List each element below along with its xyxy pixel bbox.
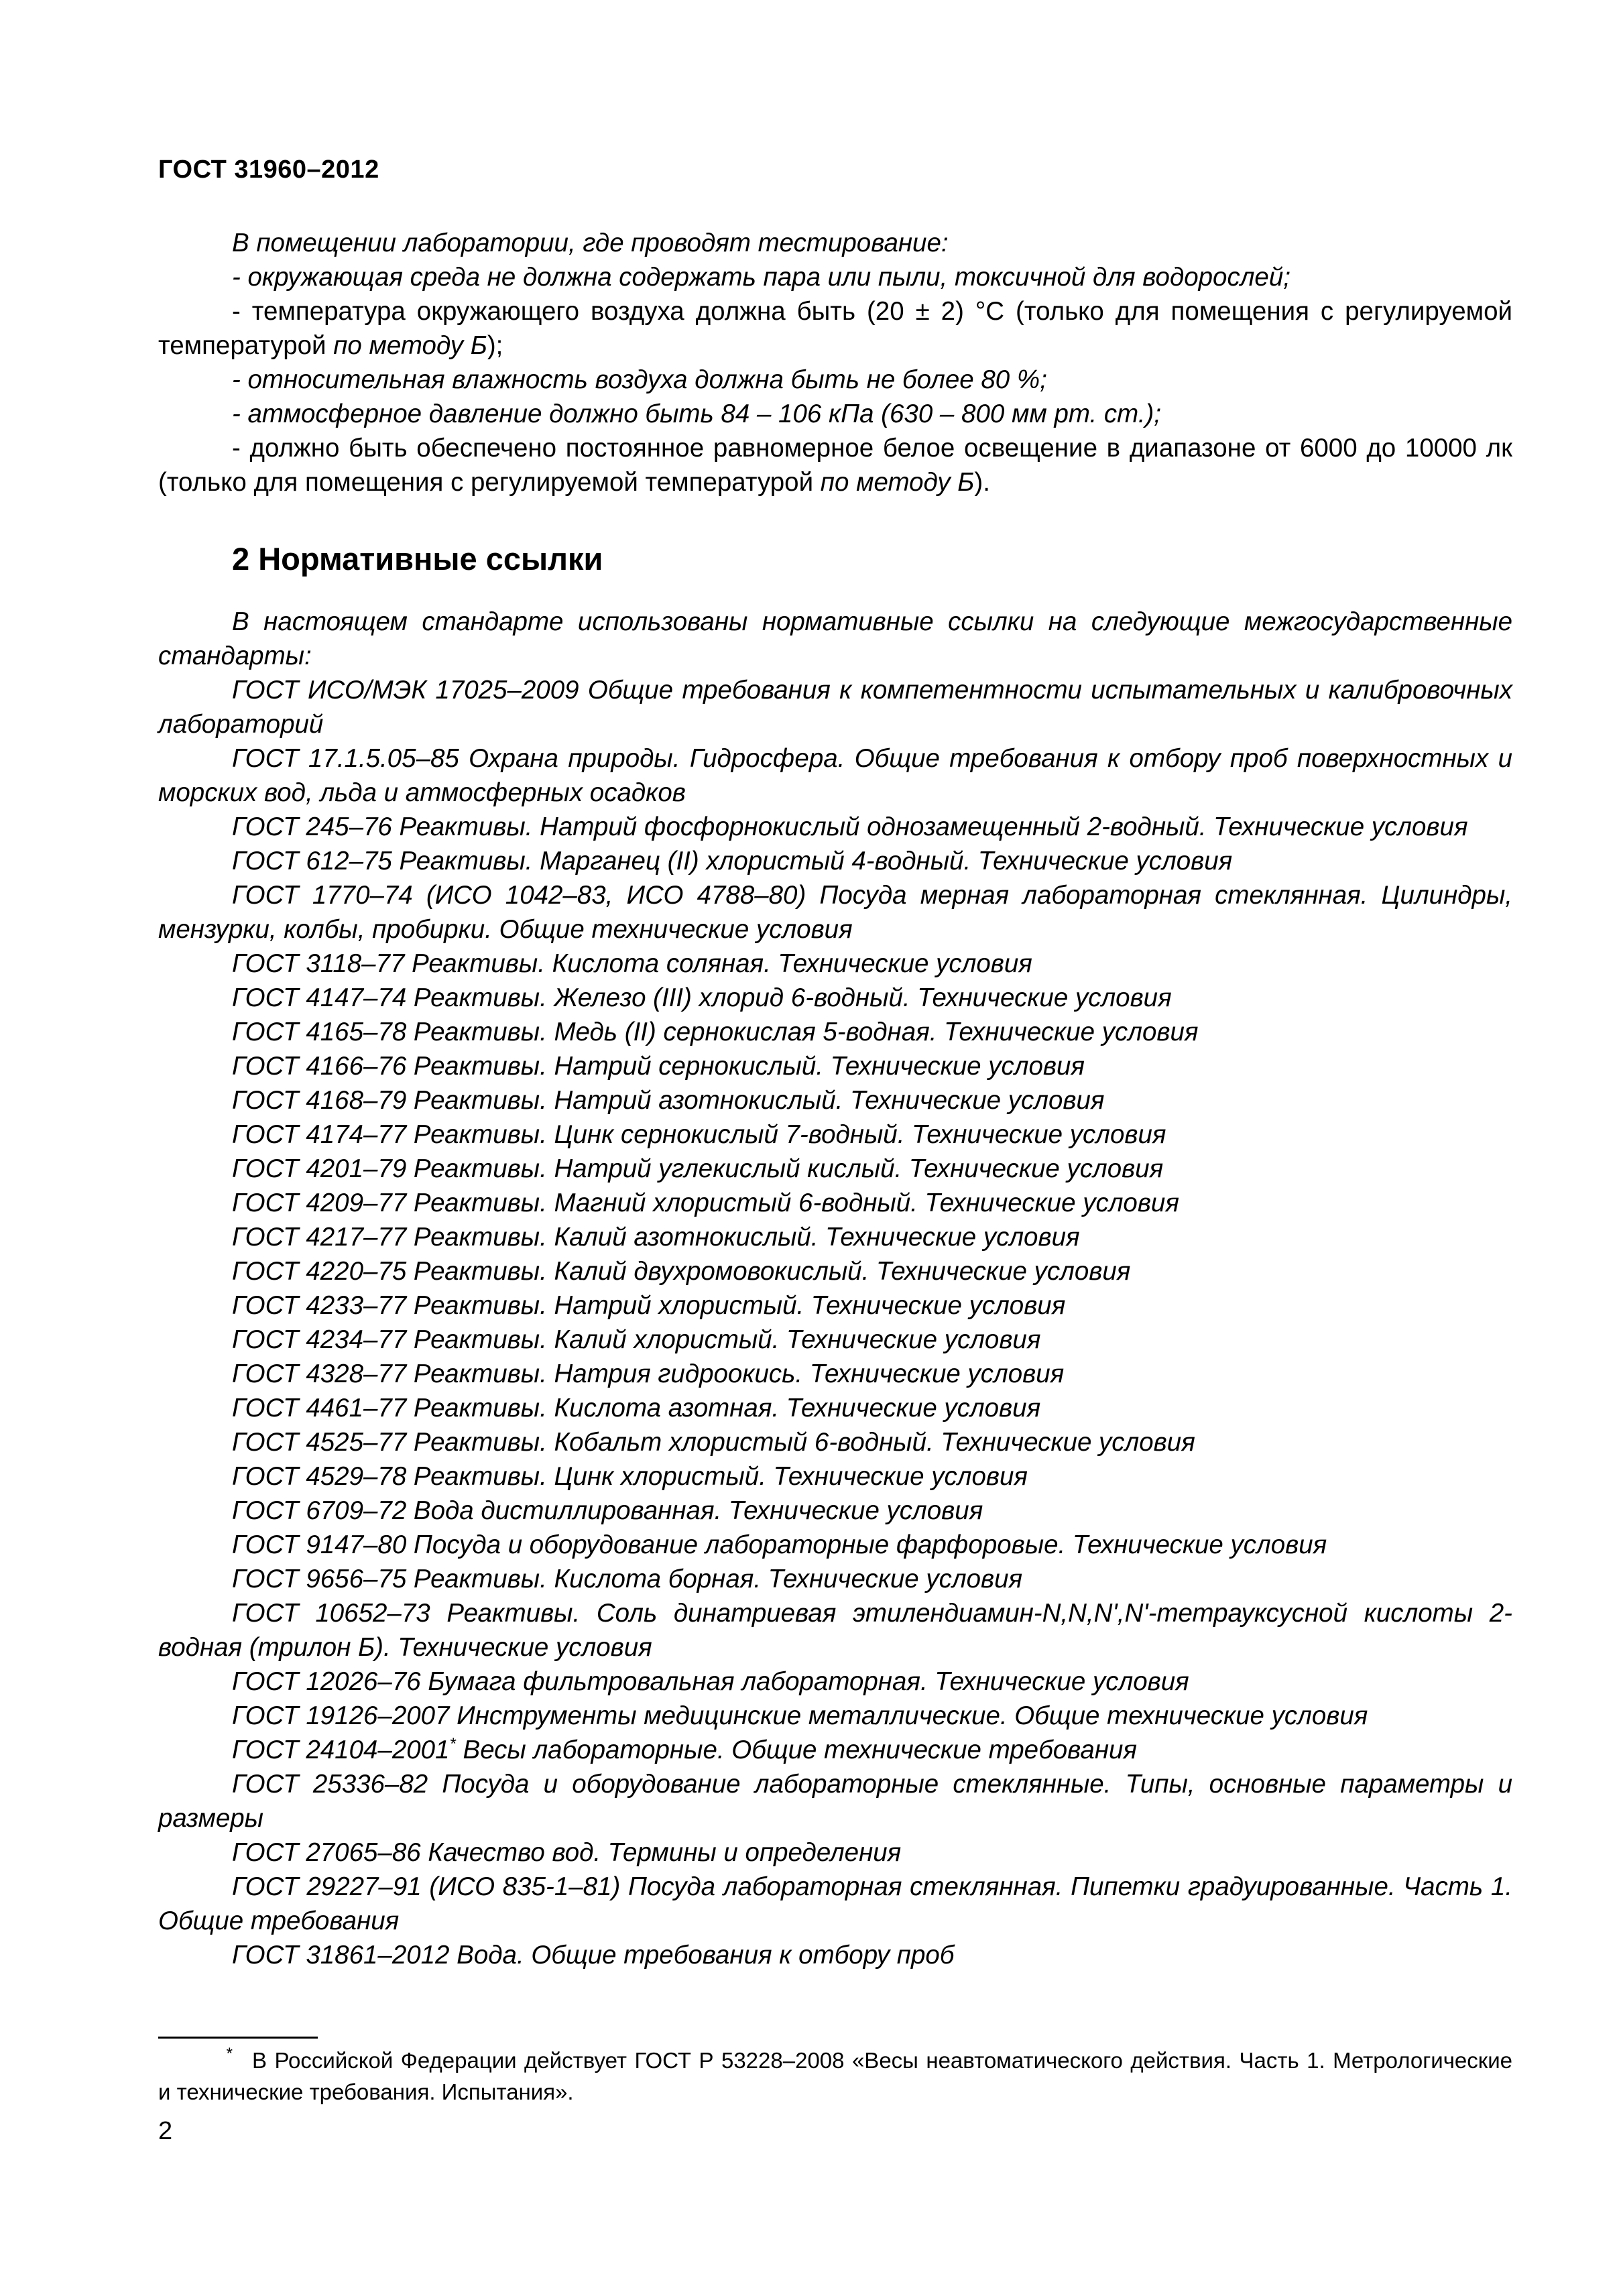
- reference-item: ГОСТ 19126–2007 Инструменты медицинские металлические. Общие технические условия: [232, 1701, 1368, 1730]
- reference-item: ГОСТ 1770–74 (ИСО 1042–83, ИСО 4788–80) Посуда мерная лабораторная стеклянная. Цилиндры, мензурки, колбы, пробирки. Общие технические условия: [158, 881, 1512, 944]
- condition-lighting-method: по методу Б: [820, 468, 975, 497]
- reference-item: ГОСТ 4165–78 Реактивы. Медь (II) сернокислая 5-водная. Технические условия: [232, 1018, 1199, 1046]
- reference-item: ГОСТ 12026–76 Бумага фильтровальная лабораторная. Технические условия: [232, 1667, 1189, 1696]
- condition-temperature: [158, 294, 1512, 363]
- reference-item: ГОСТ 27065–86 Качество вод. Термины и определения: [232, 1838, 902, 1867]
- footnote-text: В Российской Федерации действует ГОСТ Р 53228–2008 «Весы неавтоматического действия. Часть 1. Метрологические и технические требования. Испытания».: [158, 2048, 1512, 2104]
- reference-item-24104: [158, 1733, 1512, 1767]
- reference-24104-title: Весы лабораторные. Общие технические требования: [455, 1736, 1137, 1764]
- reference-item: ГОСТ 9147–80 Посуда и оборудование лабораторные фарфоровые. Технические условия: [232, 1530, 1327, 1559]
- condition-humidity: - относительная влажность воздуха должна быть не более 80 %;: [232, 365, 1047, 394]
- reference-item: ГОСТ 31861–2012 Вода. Общие требования к отбору проб: [232, 1941, 955, 1970]
- reference-item: ГОСТ 612–75 Реактивы. Марганец (II) хлористый 4-водный. Технические условия: [232, 847, 1233, 875]
- reference-item: ГОСТ 9656–75 Реактивы. Кислота борная. Технические условия: [232, 1565, 1023, 1593]
- reference-item: ГОСТ 4166–76 Реактивы. Натрий сернокислый. Технические условия: [232, 1052, 1085, 1081]
- reference-item: ГОСТ 4220–75 Реактивы. Калий двухромовокислый. Технические условия: [232, 1257, 1131, 1286]
- reference-item: ГОСТ 4529–78 Реактивы. Цинк хлористый. Технические условия: [232, 1462, 1028, 1491]
- condition-lighting-text: - должно быть обеспечено постоянное равномерное белое освещение в диапазоне от 6000 до 10000 лк (только для помещения с регулируемой температурой: [158, 434, 1512, 497]
- condition-temperature-text: - температура окружающего воздуха должна быть (20 ± 2) °С (только для помещения с регулируемой температурой: [158, 297, 1512, 360]
- reference-item: ГОСТ 4209–77 Реактивы. Магний хлористый 6-водный. Технические условия: [232, 1189, 1179, 1217]
- condition-environment: - окружающая среда не должна содержать пара или пыли, токсичной для водорослей;: [232, 263, 1290, 292]
- condition-temperature-end: );: [487, 331, 503, 360]
- condition-lighting-end: ).: [974, 468, 990, 497]
- reference-24104-code: ГОСТ 24104–2001: [232, 1736, 450, 1764]
- footnote: [158, 2045, 1512, 2108]
- references-intro: В настоящем стандарте использованы нормативные ссылки на следующие межгосударственные стандарты:: [158, 607, 1512, 670]
- reference-item: ГОСТ 4168–79 Реактивы. Натрий азотнокислый. Технические условия: [232, 1086, 1105, 1115]
- conditions-intro: В помещении лаборатории, где проводят тестирование:: [232, 229, 949, 257]
- lab-conditions: [158, 226, 1512, 499]
- condition-lighting: [158, 431, 1512, 499]
- normative-references: [158, 605, 1512, 1972]
- footnote-divider: [158, 2037, 318, 2039]
- page-number: 2: [158, 2117, 173, 2145]
- reference-item: ГОСТ 17.1.5.05–85 Охрана природы. Гидросфера. Общие требования к отбору проб поверхностных и морских вод, льда и атмосферных осадков: [158, 744, 1512, 807]
- reference-item: ГОСТ 4525–77 Реактивы. Кобальт хлористый 6-водный. Технические условия: [232, 1428, 1195, 1457]
- reference-item: ГОСТ 4174–77 Реактивы. Цинк сернокислый 7-водный. Технические условия: [232, 1120, 1166, 1149]
- reference-item: ГОСТ 4461–77 Реактивы. Кислота азотная. Технические условия: [232, 1394, 1041, 1423]
- reference-item: ГОСТ 29227–91 (ИСО 835-1–81) Посуда лабораторная стеклянная. Пипетки градуированные. Часть 1. Общие требования: [158, 1872, 1512, 1935]
- page-header: ГОСТ 31960–2012: [158, 156, 379, 184]
- reference-item: ГОСТ 10652–73 Реактивы. Соль динатриевая этилендиамин-N,N,N',N'-тетрауксусной кислоты 2-водная (трилон Б). Технические условия: [158, 1599, 1512, 1662]
- reference-item: ГОСТ 4233–77 Реактивы. Натрий хлористый. Технические условия: [232, 1291, 1066, 1320]
- reference-item: ГОСТ ИСО/МЭК 17025–2009 Общие требования к компетентности испытательных и калибровочных лабораторий: [158, 676, 1512, 739]
- condition-temperature-method: по методу Б: [333, 331, 487, 360]
- reference-item: ГОСТ 4217–77 Реактивы. Калий азотнокислый. Технические условия: [232, 1223, 1080, 1252]
- section-heading: 2 Нормативные ссылки: [232, 541, 603, 577]
- reference-item: ГОСТ 4147–74 Реактивы. Железо (III) хлорид 6-водный. Технические условия: [232, 983, 1172, 1012]
- footnote-mark: *: [225, 2045, 232, 2063]
- footnote-reference-mark[interactable]: *: [449, 1735, 456, 1754]
- reference-item: ГОСТ 4201–79 Реактивы. Натрий углекислый кислый. Технические условия: [232, 1154, 1164, 1183]
- reference-item: ГОСТ 25336–82 Посуда и оборудование лабораторные стеклянные. Типы, основные параметры и размеры: [158, 1770, 1512, 1833]
- reference-item: ГОСТ 3118–77 Реактивы. Кислота соляная. Технические условия: [232, 949, 1032, 978]
- reference-item: ГОСТ 245–76 Реактивы. Натрий фосфорнокислый однозамещенный 2-водный. Технические условия: [232, 812, 1468, 841]
- reference-item: ГОСТ 4328–77 Реактивы. Натрия гидроокись. Технические условия: [232, 1360, 1065, 1388]
- reference-item: ГОСТ 6709–72 Вода дистиллированная. Технические условия: [232, 1496, 983, 1525]
- condition-pressure: - атмосферное давление должно быть 84 – 106 кПа (630 – 800 мм рт. ст.);: [232, 400, 1161, 428]
- reference-item: ГОСТ 4234–77 Реактивы. Калий хлористый. Технические условия: [232, 1325, 1041, 1354]
